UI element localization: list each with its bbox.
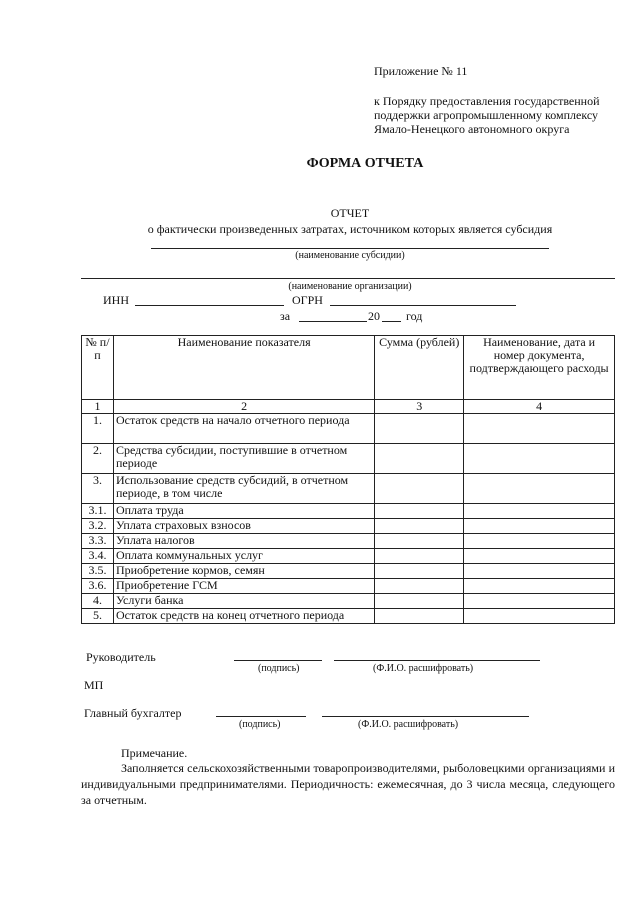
row-num: 3.6. — [82, 579, 114, 594]
row-sum-cell[interactable] — [375, 579, 464, 594]
col-number-4: 4 — [464, 400, 615, 414]
head-signature-line[interactable] — [234, 660, 322, 661]
organization-name-line[interactable] — [81, 278, 615, 279]
head-sign-caption: (подпись) — [258, 663, 300, 674]
row-sum-cell[interactable] — [375, 564, 464, 579]
row-document-cell[interactable] — [464, 444, 615, 474]
form-title: ФОРМА ОТЧЕТА — [306, 156, 424, 171]
table-row — [82, 579, 615, 594]
period-year-prefix: 20 — [368, 309, 380, 323]
table-row — [82, 564, 615, 579]
row-name: Уплата страховых взносов — [113, 519, 374, 534]
row-name: Приобретение кормов, семян — [113, 564, 374, 579]
table-row — [82, 519, 615, 534]
row-name: Приобретение ГСМ — [113, 579, 374, 594]
table-row — [82, 549, 615, 564]
row-sum-cell[interactable] — [375, 414, 464, 444]
row-document-cell[interactable] — [464, 564, 615, 579]
report-subtitle: о фактически произведенных затратах, источником которых является субсидия — [147, 222, 553, 236]
row-num: 1. — [82, 414, 114, 444]
row-name: Уплата налогов — [113, 534, 374, 549]
table-row — [82, 594, 615, 609]
row-document-cell[interactable] — [464, 549, 615, 564]
row-sum-cell[interactable] — [375, 519, 464, 534]
row-num: 3.4. — [82, 549, 114, 564]
head-label: Руководитель — [86, 650, 156, 664]
row-sum-cell[interactable] — [375, 594, 464, 609]
accountant-fio-caption: (Ф.И.О. расшифровать) — [358, 719, 459, 730]
row-num: 3.3. — [82, 534, 114, 549]
table-header-row — [82, 336, 615, 400]
row-name: Остаток средств на начало отчетного периода — [113, 414, 374, 444]
row-document-cell[interactable] — [464, 579, 615, 594]
header-name: Наименование показателя — [113, 336, 374, 400]
col-number-2: 2 — [113, 400, 374, 414]
col-number-1: 1 — [82, 400, 114, 414]
accountant-sign-caption: (подпись) — [239, 719, 281, 730]
row-num: 3.5. — [82, 564, 114, 579]
row-num: 5. — [82, 609, 114, 624]
header-sum: Сумма (рублей) — [375, 336, 464, 400]
note-title: Примечание. — [121, 746, 188, 760]
header-document: Наименование, дата и номер документа, подтверждающего расходы — [464, 336, 615, 400]
col-number-3: 3 — [375, 400, 464, 414]
row-num: 2. — [82, 444, 114, 474]
year-field[interactable] — [382, 321, 401, 322]
report-title: ОТЧЕТ — [330, 206, 370, 220]
table-row — [82, 414, 615, 444]
row-document-cell[interactable] — [464, 414, 615, 444]
row-name: Услуги банка — [113, 594, 374, 609]
header-num: № п/п — [82, 336, 114, 400]
table-row — [82, 504, 615, 519]
row-num: 3.1. — [82, 504, 114, 519]
column-number-row — [82, 400, 615, 414]
row-sum-cell[interactable] — [375, 549, 464, 564]
row-num: 4. — [82, 594, 114, 609]
note-text: Заполняется сельскохозяйственными товаропроизводителями, рыболовецкими организациями и индивидуальными предпринимателями. Периодичность: ежемесячная, до 3 числа месяца, следующего за отчетным. — [81, 761, 615, 807]
row-sum-cell[interactable] — [375, 504, 464, 519]
row-name: Использование средств субсидий, в отчетном периоде, в том числе — [113, 474, 374, 504]
ogrn-field[interactable] — [330, 305, 516, 306]
row-name: Средства субсидии, поступившие в отчетном периоде — [113, 444, 374, 474]
row-document-cell[interactable] — [464, 474, 615, 504]
row-document-cell[interactable] — [464, 534, 615, 549]
row-document-cell[interactable] — [464, 519, 615, 534]
inn-field[interactable] — [135, 305, 284, 306]
head-fio-line[interactable] — [334, 660, 540, 661]
row-sum-cell[interactable] — [375, 474, 464, 504]
row-document-cell[interactable] — [464, 609, 615, 624]
reference-line-2: поддержки агропромышленному комплексу — [374, 108, 599, 122]
table-row — [82, 609, 615, 624]
row-sum-cell[interactable] — [375, 534, 464, 549]
row-sum-cell[interactable] — [375, 609, 464, 624]
organization-caption: (наименование организации) — [288, 281, 412, 292]
period-suffix: год — [406, 309, 423, 323]
row-name: Оплата коммунальных услуг — [113, 549, 374, 564]
table-row — [82, 444, 615, 474]
row-name: Оплата труда — [113, 504, 374, 519]
period-prefix: за — [280, 309, 291, 323]
appendix-number: Приложение № 11 — [374, 64, 468, 78]
reference-line-1: к Порядку предоставления государственной — [374, 94, 600, 108]
row-name: Остаток средств на конец отчетного периода — [113, 609, 374, 624]
row-document-cell[interactable] — [464, 504, 615, 519]
ogrn-label: ОГРН — [292, 293, 323, 307]
table-row — [82, 534, 615, 549]
stamp-label: МП — [84, 678, 104, 692]
period-field[interactable] — [299, 321, 367, 322]
subsidy-caption: (наименование субсидии) — [295, 250, 405, 261]
inn-label: ИНН — [103, 293, 129, 307]
subsidy-name-line[interactable] — [151, 248, 549, 249]
head-fio-caption: (Ф.И.О. расшифровать) — [373, 663, 474, 674]
row-num: 3.2. — [82, 519, 114, 534]
accountant-label: Главный бухгалтер — [84, 706, 182, 720]
table-row — [82, 474, 615, 504]
row-document-cell[interactable] — [464, 594, 615, 609]
row-sum-cell[interactable] — [375, 444, 464, 474]
accountant-signature-line[interactable] — [216, 716, 306, 717]
row-num: 3. — [82, 474, 114, 504]
accountant-fio-line[interactable] — [322, 716, 529, 717]
report-table — [81, 335, 615, 624]
reference-line-3: Ямало-Ненецкого автономного округа — [374, 122, 570, 136]
